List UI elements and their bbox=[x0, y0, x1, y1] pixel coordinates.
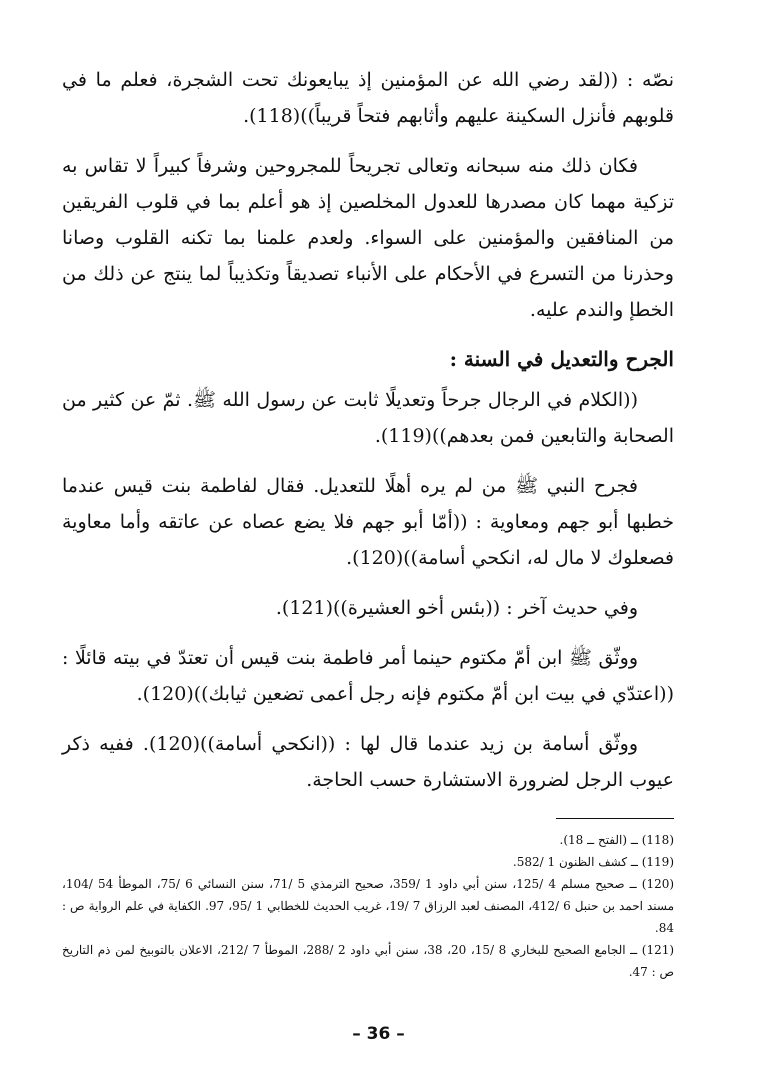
footnote-118: (118) ــ (الفتح ــ 18). bbox=[559, 833, 674, 847]
paragraph-3: ((الكلام في الرجال جرحاً وتعديلًا ثابت عن رسول الله ﷺ. ثمّ عن كثير من الصحابة والتابعين فمن بعدهم))(119). bbox=[62, 389, 674, 447]
paragraph-2: فكان ذلك منه سبحانه وتعالى تجريحاً للمجروحين وشرفاً كبيراً لا تقاس به تزكية مهما كان مصدرها للعدول المخلصين إذ هو أعلم بما في قلوب الفريقين من المنافقين والمؤمنين على السواء. ولعدم علمنا بما تكنه القلوب وصانا وحذرنا من التسرع في الأحكام على الأنباء تصديقاً وتكذيباً لما ينتج عن ذلك من الخطإ والندم عليه. bbox=[62, 155, 674, 321]
page-number: – 36 – bbox=[352, 1024, 405, 1044]
footnote-divider bbox=[556, 818, 674, 819]
paragraph-7: ووثّق أسامة بن زيد عندما قال لها : ((انكحي أسامة))(120). ففيه ذكر عيوب الرجل لضرورة الاستشارة حسب الحاجة. bbox=[62, 733, 674, 791]
paragraph-4: فجرح النبي ﷺ من لم يره أهلًا للتعديل. فقال لفاطمة بنت قيس عندما خطبها أبو جهم ومعاوية : ((أمّا أبو جهم فلا يضع عصاه عن عاتقه وأما معاوية فصعلوك لا مال له، انكحي أسامة))(120). bbox=[62, 475, 674, 569]
paragraph-5: وفي حديث آخر : ((بئس أخو العشيرة))(121). bbox=[275, 597, 638, 619]
footnote-121: (121) ــ الجامع الصحيح للبخاري 8 /15، 20، 38، سنن أبي داود 2 /288، الموطأ 7 /212، الاعلان بالتوبيخ لمن ذم التاريخ ص : 47. bbox=[62, 943, 675, 979]
footnote-119: (119) ــ كشف الظنون 1 /582. bbox=[512, 855, 674, 869]
page-body bbox=[62, 62, 674, 983]
paragraph-1: نصّه : ((لقد رضي الله عن المؤمنين إذ يبايعونك تحت الشجرة، فعلم ما في قلوبهم فأنزل السكينة عليهم وأثابهم فتحاً قريباً))(118). bbox=[62, 69, 674, 127]
section-heading: الجرح والتعديل في السنة : bbox=[449, 347, 674, 371]
footnotes bbox=[62, 829, 674, 983]
footnote-120: (120) ــ صحيح مسلم 4 /125، سنن أبي داود 1 /359، صحيح الترمذي 5 /71، سنن النسائي 6 /75، الموطأ 54 /104، مسند احمد بن حنبل 6 /412، المصنف لعبد الرزاق 7 /19، غريب الحديث للخطابي 1 /95، 97. الكفاية في علم الرواية ص : 84. bbox=[62, 877, 675, 935]
paragraph-6: ووثّق ﷺ ابن أمّ مكتوم حينما أمر فاطمة بنت قيس أن تعتدّ في بيته قائلًا : ((اعتدّي في بيت ابن أمّ مكتوم فإنه رجل أعمى تضعين ثيابك))(120). bbox=[62, 647, 674, 705]
